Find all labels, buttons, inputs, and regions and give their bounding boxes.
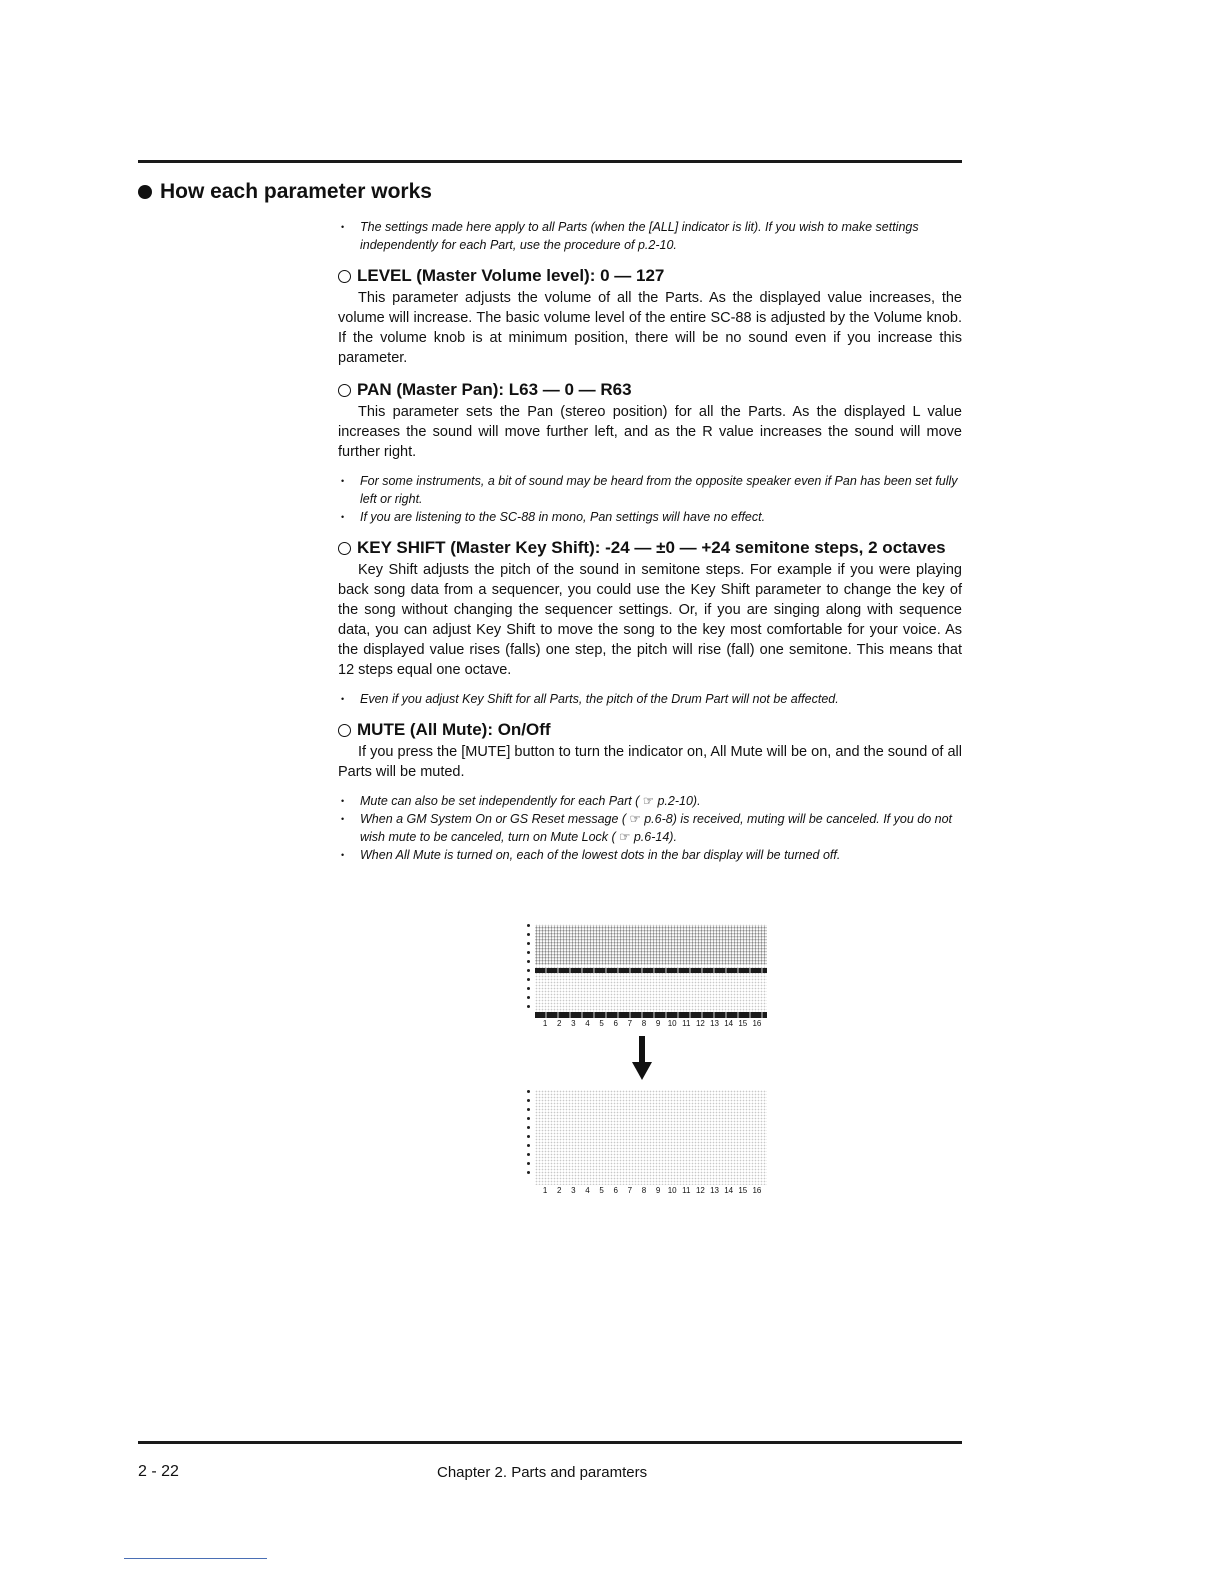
chapter-title: Chapter 2. Parts and paramters	[437, 1464, 648, 1481]
display-dot-area	[535, 926, 767, 964]
part-number: 4	[585, 1186, 590, 1195]
section-title	[138, 180, 432, 204]
part-number: 9	[655, 1186, 661, 1195]
part-number: 2	[556, 1019, 562, 1028]
bottom-link-line	[124, 1558, 267, 1559]
part-number: 14	[724, 1186, 734, 1195]
level-heading-text: LEVEL (Master Volume level): 0 — 127	[357, 266, 665, 285]
part-number: 14	[724, 1019, 734, 1028]
note-item: • Mute can also be set independently for each Part ( ☞ p.2-10).	[338, 792, 962, 810]
part-number: 12	[695, 1019, 705, 1028]
part-number: 4	[585, 1019, 590, 1028]
part-number: 7	[627, 1019, 633, 1028]
note-item: • Even if you adjust Key Shift for all Parts, the pitch of the Drum Part will not be affected.	[338, 690, 962, 708]
part-number: 2	[556, 1186, 562, 1195]
part-number: 13	[710, 1186, 720, 1195]
pan-body: This parameter sets the Pan (stereo position) for all the Parts. As the displayed L value increases the sound will move further left, and as the R value increases the sound will move further right.	[338, 404, 962, 460]
bar-display-figure	[527, 924, 772, 1197]
level-dot-column	[527, 1090, 530, 1180]
part-number-row	[538, 1185, 764, 1197]
display-bar-row	[535, 968, 767, 973]
part-number: 12	[695, 1186, 705, 1195]
part-number: 9	[655, 1019, 661, 1028]
level-body: This parameter adjusts the volume of all the Parts. As the displayed value increases, the volume will increase. The basic volume level of the entire SC-88 is adjusted by the Volume knob. If the volume knob is at minimum position, there will be no sound even if you increase this parameter.	[338, 290, 962, 366]
part-number: 8	[641, 1186, 647, 1195]
note-item: • The settings made here apply to all Parts (when the [ALL] indicator is lit). If you wish to make settings independently for each Part, use the procedure of p.2-10.	[338, 218, 962, 254]
part-number: 15	[738, 1186, 748, 1195]
intro-notes	[338, 218, 962, 254]
part-number-row	[538, 1018, 764, 1030]
pan-heading	[338, 380, 962, 400]
part-number: 11	[682, 1186, 691, 1195]
note-item: • When All Mute is turned on, each of the lowest dots in the bar display will be turned off.	[338, 846, 962, 864]
part-number: 16	[752, 1186, 762, 1195]
page-number: 2 - 22	[138, 1463, 179, 1480]
mute-notes	[338, 792, 962, 864]
bar-display-after	[535, 1090, 767, 1185]
key-shift-heading	[338, 538, 962, 558]
open-circle-icon	[338, 542, 351, 555]
bar-display-before	[535, 924, 767, 1018]
part-number: 16	[752, 1019, 762, 1028]
open-circle-icon	[338, 724, 351, 737]
open-circle-icon	[338, 384, 351, 397]
pan-notes	[338, 472, 962, 526]
part-number: 1	[542, 1186, 548, 1195]
part-number: 10	[667, 1019, 677, 1028]
key-shift-heading-text: KEY SHIFT (Master Key Shift): -24 — ±0 — +24 semitone steps, 2 octaves	[357, 538, 946, 557]
part-number: 6	[613, 1019, 618, 1028]
note-item: • If you are listening to the SC-88 in mono, Pan settings will have no effect.	[338, 508, 962, 526]
level-dot-column	[527, 924, 530, 1014]
section-title-text: How each parameter works	[160, 180, 432, 203]
level-heading	[338, 266, 962, 286]
mute-heading-text: MUTE (All Mute): On/Off	[357, 720, 551, 739]
part-number: 10	[667, 1186, 677, 1195]
mute-body: If you press the [MUTE] button to turn the indicator on, All Mute will be on, and the sound of all Parts will be muted.	[338, 744, 962, 780]
part-number: 15	[738, 1019, 748, 1028]
part-number: 11	[682, 1019, 691, 1028]
part-number: 1	[542, 1019, 548, 1028]
filled-circle-icon	[138, 185, 152, 199]
mute-heading	[338, 720, 962, 740]
main-content	[338, 218, 962, 864]
part-number: 3	[571, 1186, 576, 1195]
part-number: 8	[641, 1019, 647, 1028]
part-number: 6	[613, 1186, 618, 1195]
pan-heading-text: PAN (Master Pan): L63 — 0 — R63	[357, 380, 632, 399]
down-arrow-icon	[632, 1036, 652, 1082]
part-number: 5	[599, 1186, 604, 1195]
key-shift-body: Key Shift adjusts the pitch of the sound in semitone steps. For example if you were playing back song data from a sequencer, you could use the Key Shift parameter to change the key of the song without changing the sequencer settings. Or, if you are singing along with sequence data, you can adjust Key Shift to move the song to the key most comfortable for your voice. As the displayed value rises (falls) one step, the pitch will rise (fall) one semitone. This means that 12 steps equal one octave.	[338, 562, 962, 678]
note-item: • For some instruments, a bit of sound may be heard from the opposite speaker even if Pan has been set fully left or right.	[338, 472, 962, 508]
lowest-dot-row	[535, 1012, 767, 1018]
part-number: 3	[571, 1019, 576, 1028]
part-number: 5	[599, 1019, 604, 1028]
key-shift-notes	[338, 690, 962, 708]
open-circle-icon	[338, 270, 351, 283]
part-number: 13	[710, 1019, 720, 1028]
bottom-rule	[138, 1441, 962, 1444]
top-rule	[138, 160, 962, 163]
note-item: • When a GM System On or GS Reset message ( ☞ p.6-8) is received, muting will be canceled. If you do not wish mute to be canceled, turn on Mute Lock ( ☞ p.6-14).	[338, 810, 962, 846]
part-number: 7	[627, 1186, 633, 1195]
